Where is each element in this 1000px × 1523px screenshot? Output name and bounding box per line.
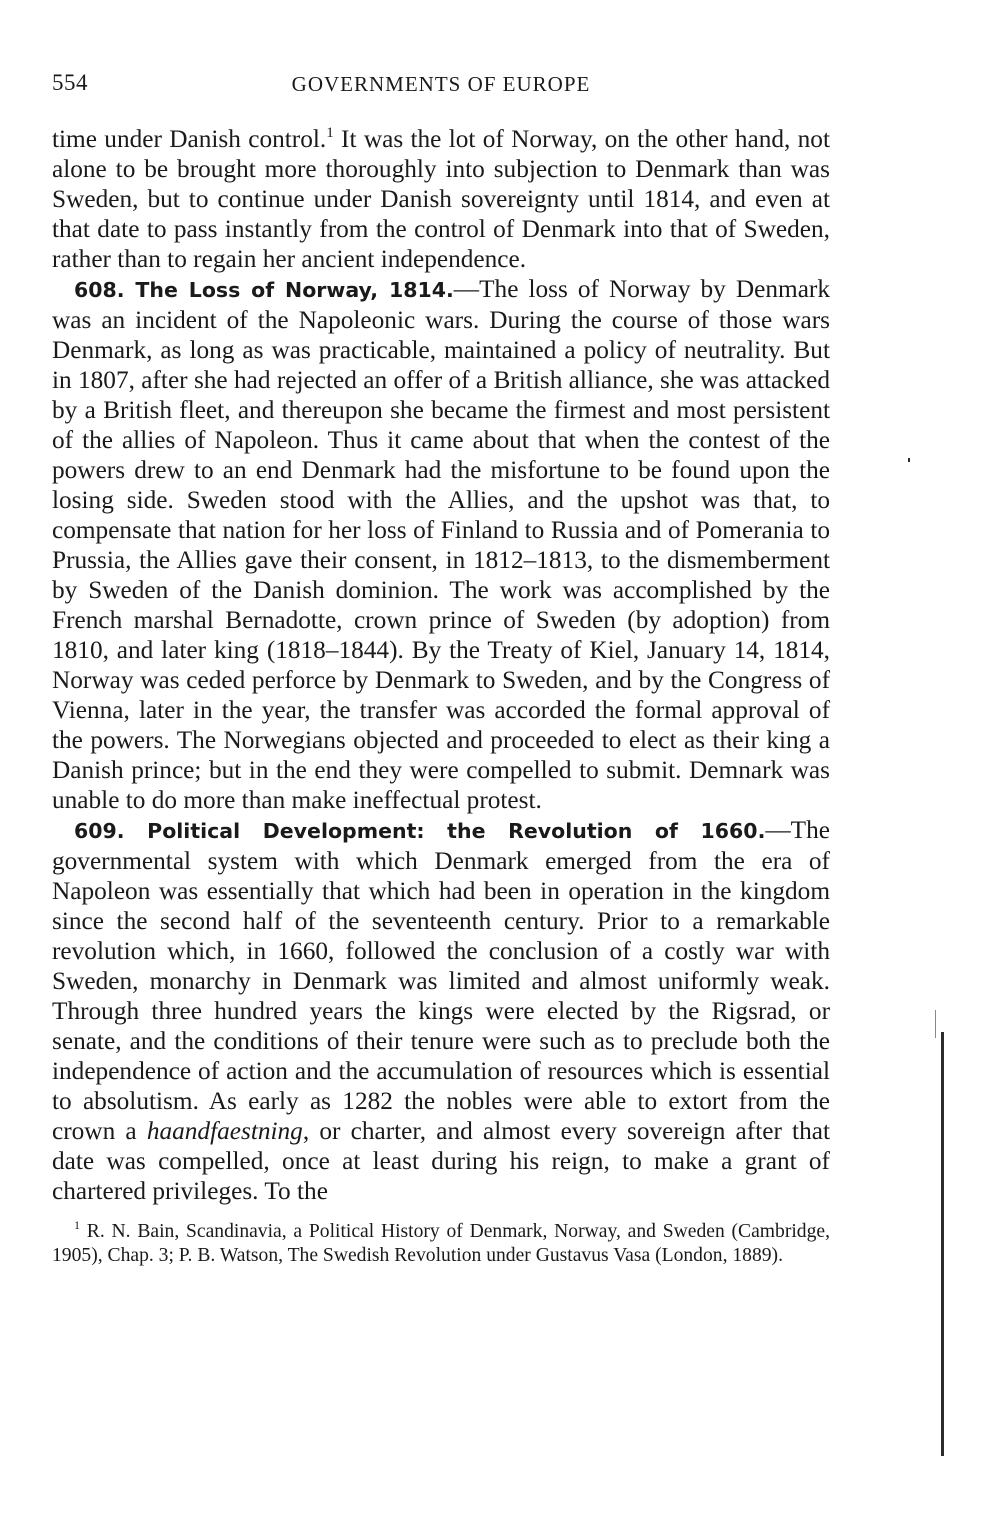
running-head	[52, 68, 830, 104]
page-number: 554	[52, 70, 88, 95]
section-608-paragraph	[52, 274, 830, 815]
intro-text: time under Danish control.	[52, 125, 327, 153]
section-609-text: —The governmental system with which Denmark emerged from the era of Napoleon was essentially that which had been in operation in the kingdom since the second half of the seventeenth century. Prior to a remarkable revolution which, in 1660, followed the conclusion of a costly war with Sweden, monarchy in Denmark was limited and almost uniformly weak. Through three hundred years the kings were elected by the Rigsrad, or senate, and the conditions of their tenure were such as to preclude both the independence of action and the accumulation of resources which is essential to absolutism. As early as 1282 the nobles were able to extort from the crown a	[52, 816, 830, 1145]
section-608-text: —The loss of Norway by Denmark was an incident of the Napoleonic wars. During the course of those wars Denmark, as long as was practicable, maintained a policy of neutrality. But in 1807, after she had rejected an offer of a British alliance, she was attacked by a British fleet, and thereupon she became the firmest and most persistent of the allies of Napoleon. Thus it came about that when the contest of the powers drew to an end Denmark had the misfortune to be found upon the losing side. Sweden stood with the Allies, and the upshot was that, to compensate that nation for her loss of Finland to Russia and of Pomerania to Prussia, the Allies gave their consent, in 1812–1813, to the dismemberment by Sweden of the Danish dominion. The work was accomplished by the French marshal Bernadotte, crown prince of Sweden (by adoption) from 1810, and later king (1818–1844). By the Treaty of Kiel, January 14, 1814, Norway was ceded perforce by Denmark to Sweden, and by the Congress of Vienna, later in the year, the transfer was accorded the formal approval of the powers. The Norwegians objected and proceeded to elect as their king a Danish prince; but in the end they were compelled to submit. Demnark was unable to do more than make ineffectual protest.	[52, 275, 830, 814]
page-content	[52, 68, 830, 1267]
intro-paragraph	[52, 124, 830, 274]
footnote	[52, 1220, 830, 1267]
italic-term: haandfaestning	[146, 1117, 303, 1145]
section-608-heading: 608. The Loss of Norway, 1814.	[74, 278, 454, 302]
section-609-paragraph	[52, 815, 830, 1206]
running-title: GOVERNMENTS OF EUROPE	[291, 72, 591, 96]
footnote-text: R. N. Bain, Scandinavia, a Political History of Denmark, Norway, and Sweden (Cambridge, 1905), Chap. 3; P. B. Watson, The Swedish Revolution under Gustavus Vasa (London, 1889).	[52, 1221, 830, 1266]
footnote-reference: 1	[326, 125, 334, 141]
scan-artifact-tick	[935, 1010, 936, 1038]
section-609-text-continued: , or charter, and almost every sovereign after that date was compelled, once at least during his reign, to make a grant of chartered privileges. To the	[52, 1117, 830, 1205]
body-text	[52, 124, 830, 1206]
section-609-heading: 609. Political Development: the Revolution of 1660.	[74, 819, 766, 843]
scan-artifact-dot	[908, 458, 910, 462]
footnote-marker: 1	[74, 1218, 80, 1232]
scan-artifact-margin-bar	[941, 1032, 944, 1456]
intro-text-continued: It was the lot of Norway, on the other hand, not alone to be brought more thoroughly into subjection to Denmark than was Sweden, but to continue under Danish sovereignty until 1814, and even at that date to pass instantly from the control of Denmark into that of Sweden, rather than to regain her ancient independence.	[52, 125, 830, 273]
